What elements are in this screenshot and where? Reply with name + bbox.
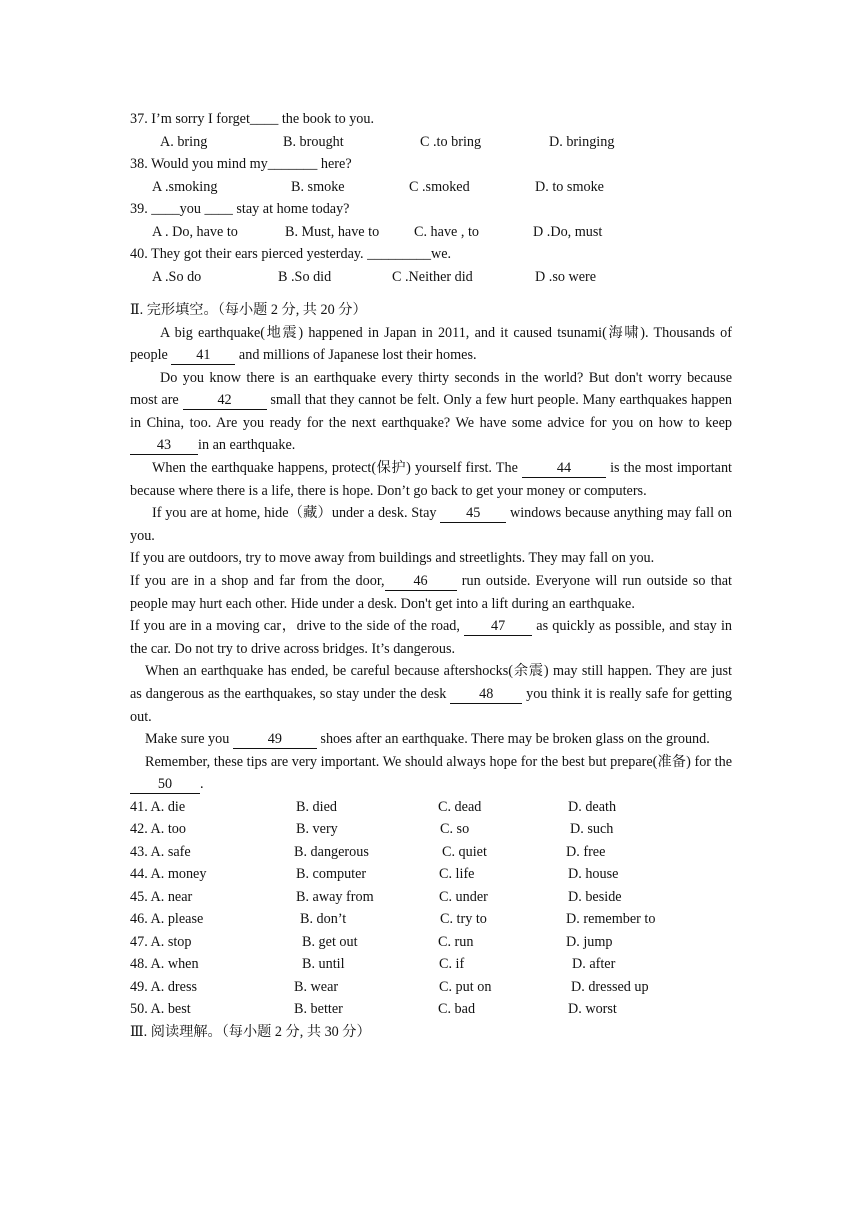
passage-text: When an earthquake has ended, be careful because aftershocks(余震) may still happen. They are just as dangerous as the earthquakes, so stay under the desk	[130, 663, 732, 702]
option-label: C. if	[439, 956, 465, 973]
blank-50: 50	[130, 775, 200, 794]
option-b: B .So did	[278, 268, 332, 285]
option-c: C .Neither did	[392, 268, 473, 285]
passage-paragraph-1	[130, 322, 732, 367]
passage-text: A big earthquake(地震) happened in Japan in 2011, and it caused tsunami(海啸). Thousands of people	[130, 324, 732, 364]
option-label: 49. A. dress	[130, 978, 197, 995]
option-label: D. remember to	[566, 911, 656, 928]
option-label: C. run	[438, 933, 474, 950]
option-b: B. smoke	[291, 178, 345, 195]
option-label: B. computer	[296, 866, 367, 883]
blank-49: 49	[233, 730, 317, 749]
question-stem: 37. I’m sorry I forget____ the book to you.	[130, 111, 375, 127]
option-d: D .Do, must	[533, 223, 603, 240]
option-label: 43. A. safe	[130, 843, 191, 860]
passage-text: and millions of Japanese lost their homes.	[235, 347, 477, 364]
option-a: A . Do, have to	[152, 223, 238, 240]
question-38-options	[130, 176, 732, 199]
question-40-options	[130, 266, 732, 289]
passage-paragraph-6	[130, 570, 732, 615]
option-a: A .So do	[152, 268, 202, 285]
passage-text: run outside. Everyone will run outside so that people may hurt each other. Hide under a desk. Don't get into a lift during an earthquake.	[130, 573, 732, 612]
option-label: 45. A. near	[130, 888, 193, 905]
option-label: D. beside	[568, 888, 622, 905]
options-row	[130, 931, 732, 954]
options-row	[130, 886, 732, 909]
passage-paragraph-9	[130, 728, 732, 751]
options-row	[130, 841, 732, 864]
passage-text: Remember, these tips are very important. We should always hope for the best but prepare(准备) for the	[145, 753, 732, 770]
option-label: B. dangerous	[294, 843, 369, 860]
option-label: B. until	[302, 956, 345, 973]
option-label: D. death	[568, 798, 617, 815]
option-label: C. bad	[438, 1001, 476, 1018]
passage-paragraph-3	[130, 457, 732, 502]
option-c: C .smoked	[409, 178, 470, 195]
passage-text: is the most important because where there is a life, there is hope. Don’t go back to get your money or computers.	[130, 460, 732, 499]
option-label: B. better	[294, 1001, 343, 1018]
option-label: 42. A. too	[130, 821, 186, 838]
blank-41: 41	[171, 346, 235, 365]
option-label: 46. A. please	[130, 911, 204, 928]
option-label: C. put on	[439, 978, 492, 995]
question-stem: 39. ____you ____ stay at home today?	[130, 201, 350, 217]
passage-paragraph-7	[130, 615, 732, 660]
option-label: C. try to	[440, 911, 487, 928]
passage-paragraph-5: If you are outdoors, try to move away from buildings and streetlights. They may fall on you.	[130, 550, 655, 567]
option-label: 50. A. best	[130, 1001, 191, 1018]
option-c: C. have , to	[414, 223, 480, 240]
passage-paragraph-8	[130, 660, 732, 728]
option-label: 41. A. die	[130, 798, 186, 815]
question-38	[130, 153, 732, 176]
option-label: C. quiet	[442, 843, 487, 860]
option-label: B. get out	[302, 933, 358, 950]
exam-page	[130, 108, 732, 1043]
option-label: B. away from	[296, 888, 374, 905]
options-row	[130, 908, 732, 931]
option-label: C. so	[440, 821, 470, 838]
option-label: C. life	[439, 866, 475, 883]
option-label: D. after	[572, 956, 616, 973]
blank-44: 44	[522, 459, 606, 478]
option-c: C .to bring	[420, 133, 482, 150]
option-label: D. dressed up	[571, 978, 649, 995]
passage-paragraph-2	[130, 367, 732, 457]
options-row	[130, 998, 732, 1021]
option-a: A .smoking	[152, 178, 218, 195]
passage-paragraph-10	[130, 751, 732, 796]
option-label: C. dead	[438, 798, 482, 815]
passage-text: .	[200, 776, 204, 793]
question-stem: 40. They got their ears pierced yesterday. _________we.	[130, 246, 452, 262]
option-label: D. house	[568, 866, 619, 883]
option-d: D .so were	[535, 268, 597, 285]
options-row	[130, 796, 732, 819]
option-a: A. bring	[160, 133, 208, 150]
passage-text: you think it is really safe for getting out.	[130, 686, 733, 725]
options-row	[130, 818, 732, 841]
question-39-options	[130, 221, 732, 244]
passage-text: When the earthquake happens, protect(保护) yourself first. The	[152, 460, 522, 477]
options-row	[130, 976, 732, 999]
passage-paragraph-4	[130, 502, 732, 547]
option-label: 44. A. money	[130, 866, 207, 883]
option-label: C. under	[439, 888, 488, 905]
option-label: B. don’t	[300, 911, 347, 928]
question-stem: 38. Would you mind my_______ here?	[130, 156, 352, 172]
option-label: B. died	[296, 798, 337, 815]
passage-text: small that they cannot be felt. Only a few hurt people. Many earthquakes happen in China, too. Are you ready for the next earthquake? We have some advice for you on how to keep	[130, 392, 732, 431]
blank-48: 48	[450, 685, 522, 704]
question-37-options	[130, 131, 732, 154]
blank-42: 42	[183, 391, 267, 410]
passage-text: Make sure you	[145, 731, 233, 748]
option-b: B. brought	[283, 133, 344, 150]
options-row	[130, 863, 732, 886]
option-label: B. very	[296, 821, 338, 838]
passage-text: as quickly as possible, and stay in the car. Do not try to drive across bridges. It’s dangerous.	[130, 618, 732, 657]
question-37	[130, 108, 732, 131]
option-d: D. to smoke	[535, 178, 604, 195]
passage-text: Do you know there is an earthquake every thirty seconds in the world? But don't worry because most are	[130, 369, 732, 409]
passage-text: shoes after an earthquake. There may be broken glass on the ground.	[316, 731, 710, 748]
blank-43: 43	[130, 436, 198, 455]
passage-text: windows because anything may fall on you.	[130, 505, 732, 544]
section-3-heading: Ⅲ. 阅读理解。（每小题 2 分, 共 30 分）	[130, 1023, 371, 1040]
option-label: D. jump	[566, 933, 613, 950]
question-40	[130, 243, 732, 266]
option-label: 48. A. when	[130, 956, 199, 973]
blank-45: 45	[440, 504, 506, 523]
option-label: D. worst	[568, 1001, 617, 1018]
option-label: B. wear	[294, 978, 339, 995]
section-2-heading: Ⅱ. 完形填空。（每小题 2 分, 共 20 分）	[130, 302, 367, 318]
option-label: D. such	[570, 821, 614, 838]
passage-text: in an earthquake.	[198, 437, 296, 454]
passage-text: If you are at home, hide（藏）under a desk. Stay	[152, 505, 441, 522]
option-label: D. free	[566, 843, 606, 860]
option-b: B. Must, have to	[285, 223, 380, 240]
passage-text: If you are in a shop and far from the door,	[130, 573, 385, 590]
option-d: D. bringing	[549, 133, 615, 150]
option-label: 47. A. stop	[130, 933, 192, 950]
question-39	[130, 198, 732, 221]
passage-text: If you are in a moving car，drive to the side of the road,	[130, 618, 465, 635]
options-row	[130, 953, 732, 976]
blank-46: 46	[385, 572, 457, 591]
blank-47: 47	[464, 617, 532, 636]
